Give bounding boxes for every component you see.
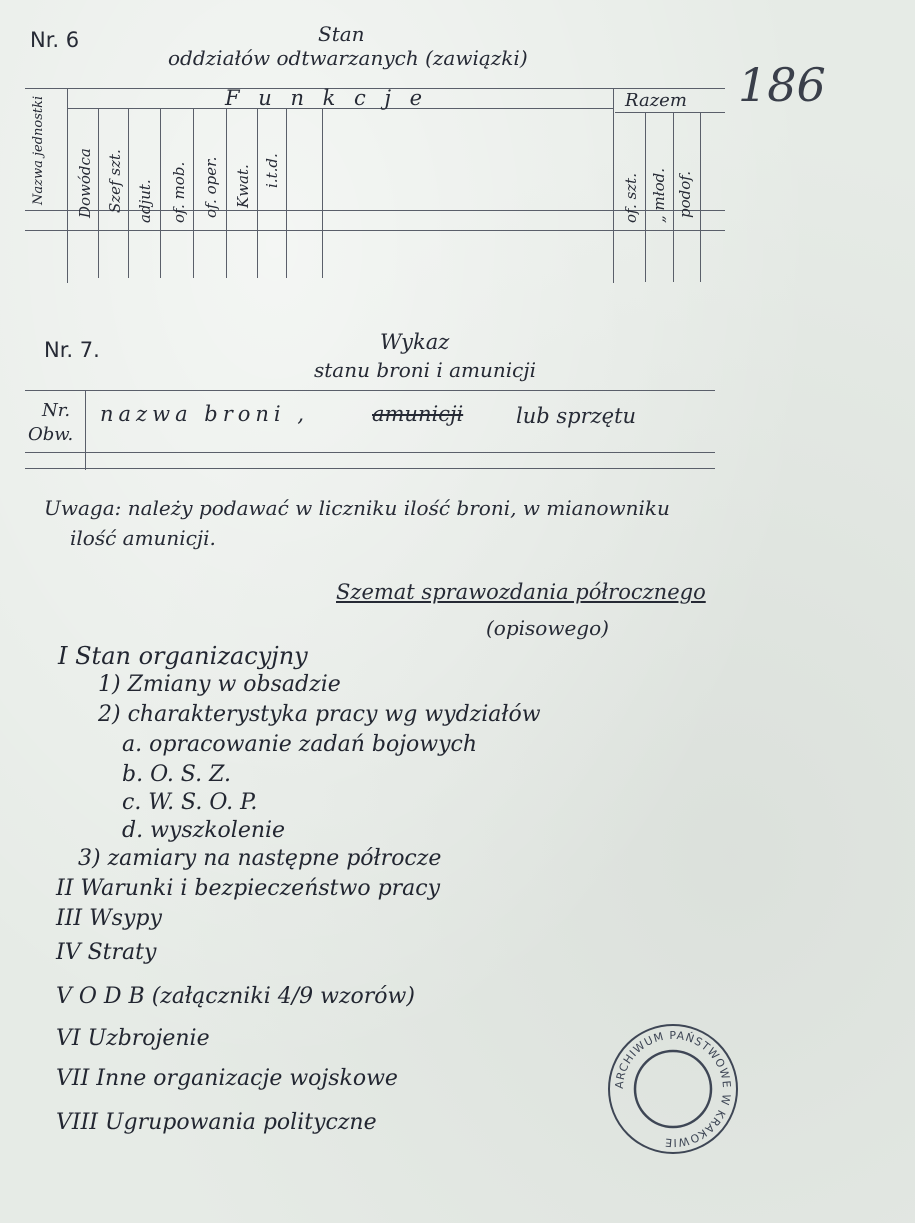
- outline-item: VI Uzbrojenie: [56, 1026, 210, 1051]
- table6-vline: [645, 112, 646, 282]
- razem-header: Razem: [625, 90, 687, 111]
- note-line1: Uwaga: należy podawać w liczniku ilość broni, w mianowniku: [44, 496, 670, 520]
- table7-col-struck: amunicji: [372, 402, 464, 426]
- table7-col-nr: Nr.: [42, 400, 71, 421]
- outline-item: I Stan organizacyjny: [58, 642, 308, 670]
- col-header: of. oper.: [202, 156, 220, 218]
- section7-number: Nr. 7.: [44, 338, 100, 362]
- table7-col-name2: lub sprzętu: [516, 404, 637, 428]
- col-header: adjut.: [136, 179, 154, 223]
- table6-vline: [613, 88, 614, 283]
- outline-item: a. opracowanie zadań bojowych: [122, 732, 478, 757]
- table6-vline: [226, 108, 227, 278]
- table6-vline: [67, 88, 68, 283]
- table7-row-line: [25, 468, 715, 469]
- col-header: Dowódca: [76, 148, 94, 218]
- section6-number: Nr. 6: [30, 28, 80, 52]
- col-header: of. mob.: [170, 161, 188, 223]
- table6-vline: [128, 108, 129, 278]
- col-header: „ młod.: [650, 167, 668, 223]
- funkcje-header: F u n k c j e: [225, 86, 429, 110]
- schema-title: Szemat sprawozdania półrocznego: [336, 580, 706, 604]
- table6-vline: [193, 108, 194, 278]
- archive-stamp: [604, 1020, 742, 1158]
- table7-top-line: [25, 390, 715, 391]
- table6-vline: [160, 108, 161, 278]
- table6-razem-line: [615, 112, 725, 113]
- table7-col-obw: Obw.: [28, 424, 74, 445]
- table6-vline: [673, 112, 674, 282]
- table6-vline: [257, 108, 258, 278]
- outline-item: b. O. S. Z.: [122, 762, 231, 787]
- outline-item: VII Inne organizacje wojskowe: [56, 1066, 398, 1091]
- note-line2: ilość amunicji.: [70, 526, 216, 550]
- page-number: 186: [738, 58, 826, 112]
- table6-vline: [286, 108, 287, 278]
- outline-item: III Wsypy: [56, 906, 162, 931]
- outline-item: 3) zamiary na następne półrocze: [78, 846, 442, 871]
- table6-header-bottom-line: [25, 210, 725, 211]
- outline-item: 2) charakterystyka pracy wg wydziałów: [98, 702, 541, 727]
- section6-title-line1: Stan: [318, 22, 365, 46]
- col-header: of. szt.: [622, 173, 640, 223]
- table7-col-name: nazwa broni ,: [100, 402, 309, 426]
- table6-vline: [98, 108, 99, 278]
- col-header: podof.: [676, 170, 694, 218]
- table7-vline: [85, 390, 86, 470]
- section7-title-line1: Wykaz: [380, 330, 450, 354]
- outline-item: VIII Ugrupowania polityczne: [56, 1110, 377, 1135]
- col-header: Nazwa jednostki: [31, 95, 46, 205]
- section6-title-line2: oddziałów odtwarzanych (zawiązki): [168, 46, 528, 70]
- table6-vline: [700, 112, 701, 282]
- svg-text:ARCHIWUM PAŃSTWOWE W KRAKOWIE: [613, 1029, 733, 1149]
- schema-subtitle: (opisowego): [486, 616, 609, 640]
- outline-item: d. wyszkolenie: [122, 818, 286, 843]
- outline-item: II Warunki i bezpieczeństwo pracy: [56, 876, 441, 901]
- col-header: Kwat.: [234, 164, 252, 208]
- col-header: Szef szt.: [106, 149, 124, 213]
- outline-item: c. W. S. O. P.: [122, 790, 258, 815]
- table6-vline: [322, 108, 323, 278]
- outline-item: V O D B (załączniki 4/9 wzorów): [56, 984, 415, 1009]
- section7-title-line2: stanu broni i amunicji: [314, 358, 536, 382]
- col-header: i.t.d.: [263, 153, 281, 188]
- table7-header-line: [25, 452, 715, 453]
- stamp-text: ARCHIWUM PAŃSTWOWE W KRAKOWIE: [612, 1028, 734, 1150]
- outline-item: 1) Zmiany w obsadzie: [98, 672, 341, 697]
- outline-item: IV Straty: [56, 940, 157, 965]
- table6-row-line: [25, 230, 725, 231]
